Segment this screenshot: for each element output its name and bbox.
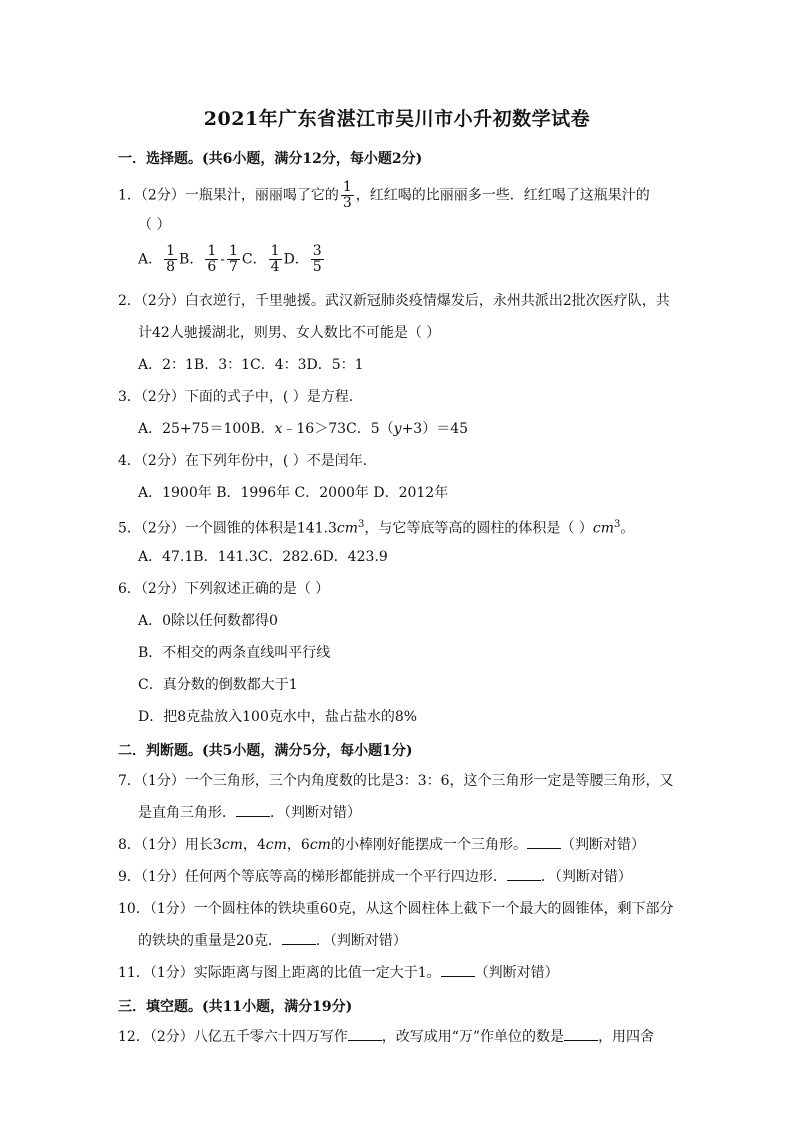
q1-opt-d-num: 3 [312,243,322,259]
q1-opt-b-minus: - [220,251,225,268]
question-3: 3．（2分）下面的式子中，( ）是方程． [118,389,363,405]
q6-option-a: A．0除以任何数都得0 [138,613,278,629]
q6-option-c: C．真分数的倒数都大于1 [138,677,298,693]
q8-text-b: ，4 [242,837,266,853]
q5-unit-1: cm [336,520,359,537]
question-11 [118,964,559,982]
q5-exp-1: 3 [358,519,365,530]
q1-text-a: 一瓶果汁，丽丽喝了它的 [184,187,339,204]
question-10-line-1: 10．（1分）一个圆柱体的铁块重60克，从这个圆柱体上截下一个最大的圆锥体，剩下部分 [118,901,674,917]
q11-text-a: 11．（1分）实际距离与图上距离的比值一定大于1。 [118,965,441,981]
q9-answer-blank [507,868,541,881]
q1-frac-num: 1 [342,179,352,195]
q1-fraction [341,180,354,211]
question-5 [118,516,634,538]
q1-text-b: ，红红喝的比丽丽多一些．红红喝了这瓶果汁的 [355,187,650,204]
question-12 [118,1028,654,1046]
question-1 [118,180,650,211]
q1-opt-c-label: C． [241,251,267,268]
q11-text-b: （判断对错） [474,965,559,981]
q1-opt-a-num: 1 [166,243,176,259]
q12-text-b: ，改写成用“万”作单位的数是 [381,1029,565,1045]
question-9 [118,868,632,886]
q1-opt-b-fraction-1 [205,244,218,275]
q7-answer-blank [236,804,270,817]
section-heading-judge: 二．判断题。(共5小题，满分5分，每小题1分) [118,743,413,759]
q10-text-a: 的铁块的重量是20克． [138,933,282,949]
q3-var-x: x [274,421,283,437]
q10-answer-blank [282,932,316,945]
question-3-options [138,420,468,438]
q11-answer-blank [441,964,475,977]
q1-opt-b2-den: 7 [229,259,238,275]
q1-opt-c-num: 1 [270,243,280,259]
q1-opt-c-fraction [269,244,282,275]
q1-opt-d-fraction [311,244,324,275]
question-8 [118,836,645,854]
q1-answer-paren: （ ） [138,217,171,233]
page-title: 2021年广东省湛江市吴川市小升初数学试卷 [203,108,591,130]
question-10-line-2 [138,932,407,950]
q12-answer-blank-2 [564,1028,598,1041]
q8-unit-1: cm [221,837,243,853]
question-5-options: A．47.1B．141.3C．282.6D．423.9 [138,549,388,565]
q8-text-d: 的小棒刚好能摆成一个三角形。 [330,837,527,853]
q3-opt-a: A．25+75＝100B． [138,421,275,437]
question-4: 4．（2分）在下列年份中，( ）不是闰年． [118,453,377,469]
q12-text-c: ，用四舍 [598,1029,655,1045]
q1-options [138,244,326,275]
q1-opt-a-label: A． [138,251,163,268]
question-4-options: A．1900年 B．1996年 C．2000年 D．2012年 [138,485,449,501]
q1-frac-den: 3 [342,195,352,211]
section-heading-choice: 一．选择题。(共6小题，满分12分，每小题2分) [118,151,423,167]
q9-text-b: ．（判断对错） [540,869,632,885]
q5-exp-2: 3 [613,519,621,530]
q3-var-y: y [393,421,402,437]
question-2-line-1: 2．（2分）白衣逆行，千里驰援。武汉新冠肺炎疫情爆发后，永州共派出2批次医疗队，共 [118,293,670,309]
question-2-options: A．2：1B．3：1C．4：3D．5：1 [138,357,364,373]
q7-text-b: ．（判断对错） [270,805,361,821]
q7-text-a: 是直角三角形． [138,805,236,821]
q12-answer-blank-1 [348,1028,382,1041]
q1-opt-d-label: D． [283,251,309,268]
q8-unit-2: cm [265,837,287,853]
q5-stem-b: ，与它等底等高的圆柱的体积是（ ） [364,520,593,537]
q1-opt-d-den: 5 [312,259,322,275]
question-6: 6．（2分）下列叙述正确的是（ ） [118,581,330,597]
q8-text-e: （判断对错） [560,837,645,853]
q1-opt-a-den: 8 [166,259,176,275]
q8-text-a: 8．（1分）用长3 [118,837,222,853]
q10-text-b: ．（判断对错） [315,933,407,949]
q8-text-c: ，6 [286,837,310,853]
q5-end: 。 [620,520,635,537]
q3-opt-b-rest: ﹣16＞73C．5（ [282,421,394,437]
q1-opt-a-fraction [164,244,177,275]
q1-opt-b2-num: 1 [229,243,238,259]
q1-number: 1． [118,187,141,204]
q12-text-a: 12．（2分）八亿五千零六十四万写作 [118,1029,348,1045]
q1-points: （2分） [140,187,185,204]
q1-opt-b-num: 1 [207,243,217,259]
q5-stem-a: 5．（2分）一个圆锥的体积是141.3 [118,520,337,537]
question-7-line-1: 7．（1分）一个三角形，三个内角度数的比是3：3：6，这个三角形一定是等腰三角形，又 [118,773,674,789]
q1-opt-c-den: 4 [270,259,280,275]
q3-opt-c-rest: +3）＝45 [401,421,469,437]
q1-opt-b-fraction-2 [227,244,240,275]
q5-unit-2: cm [592,520,614,537]
q9-text-a: 9．（1分）任何两个等底等高的梯形都能拼成一个平行四边形． [118,869,507,885]
q6-option-d: D．把8克盐放入100克水中，盐占盐水的8% [138,709,418,725]
q6-option-b: B．不相交的两条直线叫平行线 [138,645,331,661]
question-7-line-2 [138,804,361,822]
q1-opt-b-den: 6 [207,259,217,275]
q8-unit-3: cm [309,837,331,853]
q8-answer-blank [527,836,561,849]
question-2-line-2: 计42人驰援湖北，则男、女人数比不可能是（ ） [138,325,441,341]
q1-opt-b-label: B． [179,251,204,268]
section-heading-fill: 三．填空题。(共11小题，满分19分) [118,999,353,1015]
